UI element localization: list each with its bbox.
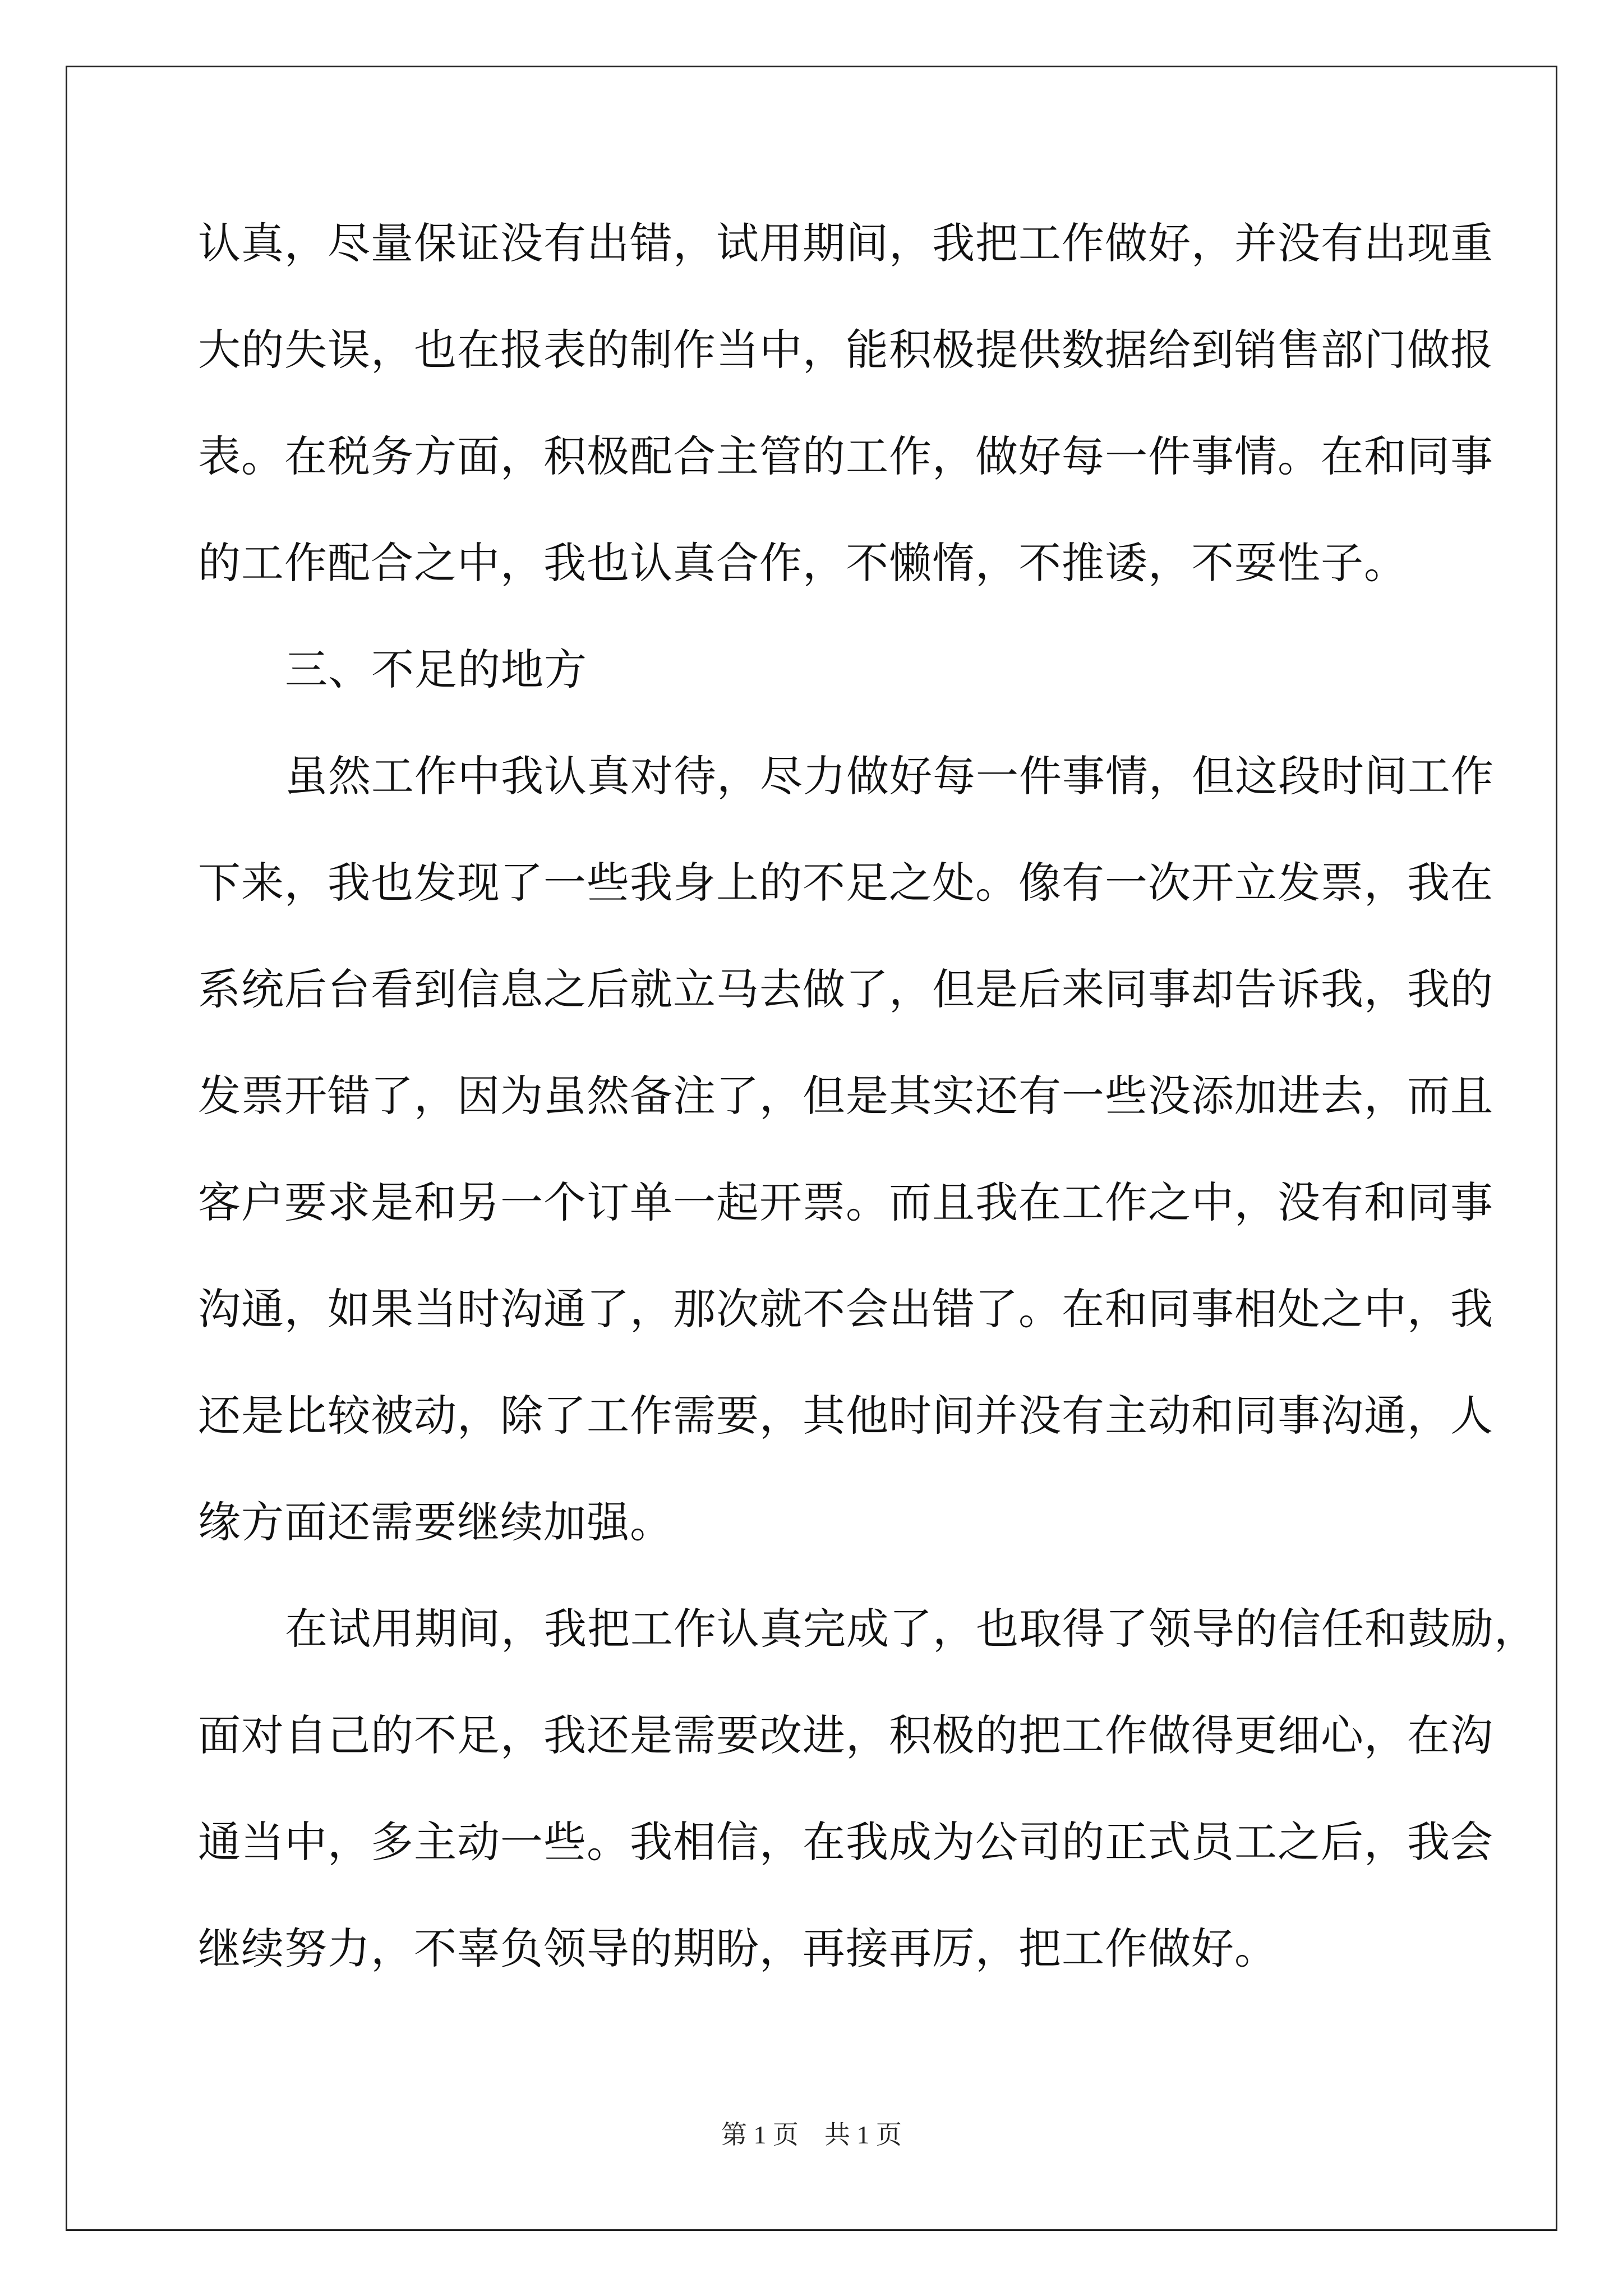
paragraph-2	[198, 749, 1494, 1602]
text-line: 系统后台看到信息之后就立马去做了，但是后来同事却告诉我，我的	[198, 964, 1493, 1014]
text-line: 客户要求是和另一个订单一起开票。而且我在工作之中，没有和同事	[198, 1177, 1493, 1227]
text-line: 沟通，如果当时沟通了，那次就不会出错了。在和同事相处之中，我	[198, 1284, 1493, 1334]
page-footer	[0, 2118, 1623, 2152]
paragraph-1	[198, 217, 1493, 643]
document-body	[198, 217, 1537, 1975]
text-line: 在试用期间，我把工作认真完成了，也取得了领导的信任和鼓励，	[285, 1604, 1537, 1654]
text-line: 发票开错了，因为虽然备注了，但是其实还有一些没添加进去，而且	[198, 1071, 1493, 1121]
text-line: 大的失误，也在报表的制作当中，能积极提供数据给到销售部门做报	[198, 325, 1493, 375]
paragraph-3	[198, 1602, 1537, 1975]
text-line: 继续努力，不辜负领导的期盼，再接再厉，把工作做好。	[198, 1924, 1278, 1973]
page-number: 第 1 页 共 1 页	[721, 2120, 902, 2149]
text-line: 表。在税务方面，积极配合主管的工作，做好每一件事情。在和同事	[198, 431, 1493, 481]
text-line: 下来，我也发现了一些我身上的不足之处。像有一次开立发票，我在	[198, 858, 1493, 908]
text-line: 认真，尽量保证没有出错，试用期间，我把工作做好，并没有出现重	[198, 218, 1493, 268]
text-line: 虽然工作中我认真对待，尽力做好每一件事情，但这段时间工作	[285, 751, 1494, 801]
text-line: 的工作配合之中，我也认真合作，不懒惰，不推诿，不耍性子。	[198, 538, 1407, 588]
section-heading	[198, 643, 1449, 749]
text-line: 还是比较被动，除了工作需要，其他时间并没有主动和同事沟通，人	[198, 1391, 1493, 1441]
heading-line: 三、不足的地方	[285, 645, 587, 694]
text-line: 通当中，多主动一些。我相信，在我成为公司的正式员工之后，我会	[198, 1817, 1493, 1867]
text-line: 缘方面还需要继续加强。	[198, 1497, 673, 1547]
text-line: 面对自己的不足，我还是需要改进，积极的把工作做得更细心，在沟	[198, 1710, 1493, 1760]
